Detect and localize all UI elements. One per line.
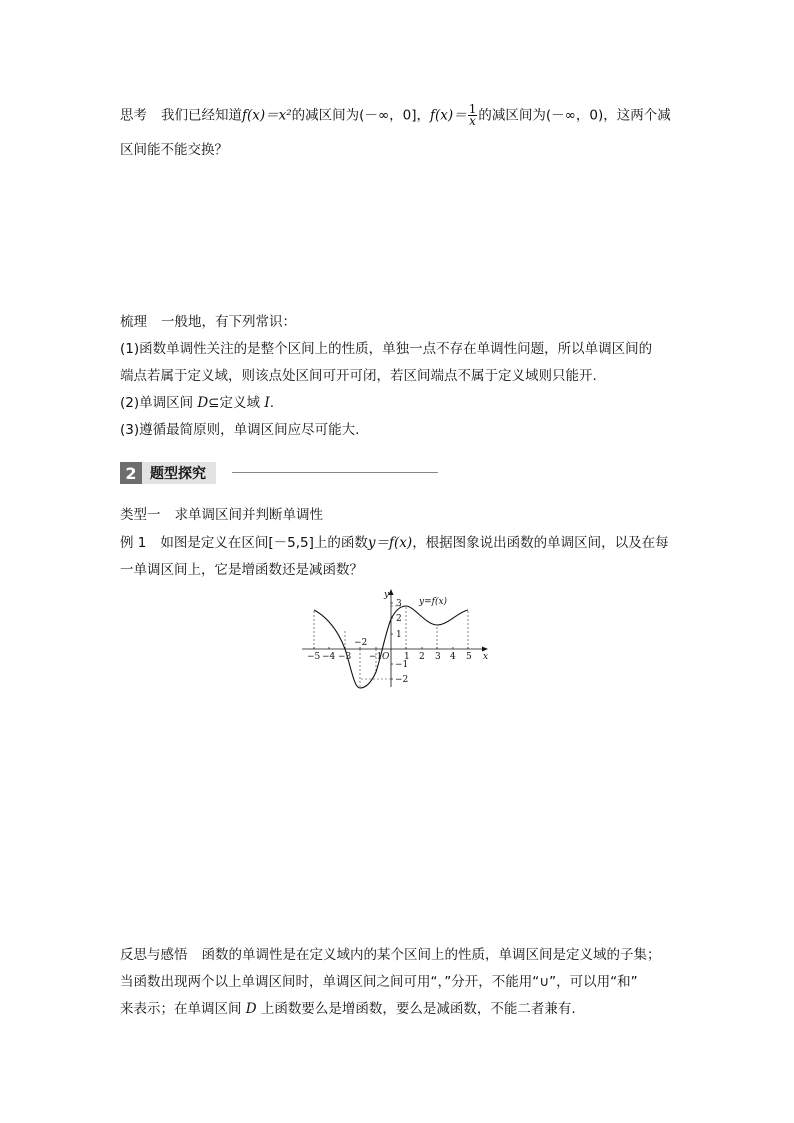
formula-reciprocal: f(x)＝ (430, 107, 467, 124)
summary-label: 梳理 (120, 314, 147, 330)
example-text-a: 如图是定义在区间[－5,5]上的函数 (160, 535, 368, 551)
y-tick-label: 1 (396, 630, 402, 640)
think-line-2: 区间能不能交换？ (120, 142, 228, 158)
x-axis-arrow (482, 647, 488, 652)
summary-item-1b: 端点若属于定义域，则该点处区间可开可闭，若区间端点不属于定义域则只能开. (120, 368, 597, 384)
think-label: 思考 (120, 107, 147, 124)
fraction-denominator: x (469, 114, 476, 128)
section-number: 2 (120, 462, 142, 484)
example-label: 例 1 (120, 535, 147, 551)
y-tick-label: −1 (395, 660, 409, 670)
section-title: 题型探究 (142, 462, 216, 484)
reflect-text-1: 函数的单调性是在定义域内的某个区间上的性质，单调区间是定义域的子集； (201, 947, 661, 963)
y-tick-label: 2 (396, 614, 402, 624)
x-axis-label: x (483, 652, 489, 662)
summary-item-2-period: . (269, 395, 274, 411)
x-tick-label: −4 (322, 652, 336, 662)
y-axis-arrow (389, 589, 394, 595)
reflect-label: 反思与感悟 (120, 947, 188, 963)
x-tick-label: 3 (435, 652, 441, 662)
y-tick-label: −2 (395, 675, 409, 685)
formula-square: f(x)＝x² (242, 107, 292, 124)
type-one-line (120, 505, 323, 525)
x-tick-label: 5 (466, 652, 472, 662)
fraction-one-over-x (468, 104, 478, 127)
domain-i: I (264, 395, 270, 411)
x-tick-label: 4 (450, 652, 456, 662)
summary-intro-line (120, 312, 296, 332)
example-line-1 (120, 533, 669, 553)
example-line-2: 一单调区间上，它是增函数还是减函数？ (120, 562, 363, 578)
summary-item-1a: (1)函数单调性关注的是整个区间上的性质，单独一点不存在单调性问题，所以单调区间的 (120, 341, 653, 357)
think-text-1: 我们已经知道 (161, 107, 242, 124)
think-text-3: 的减区间为(－∞，0)，这两个减 (478, 107, 671, 124)
curve-label: y=f(x) (419, 597, 448, 607)
reflect-text-3a: 来表示；在单调区间 (120, 1001, 242, 1017)
reflect-line-1 (120, 945, 661, 965)
reflect-interval-d: D (245, 1001, 257, 1017)
function-graph (298, 585, 496, 689)
x-tick-label: 1 (404, 652, 410, 662)
y-axis-label: y (384, 590, 390, 600)
example-text-b: ，根据图象说出函数的单调区间，以及在每 (412, 535, 669, 551)
interval-d: D (197, 395, 209, 411)
summary-item-2 (120, 393, 274, 413)
summary-item-2-text-a: (2)单调区间 (120, 395, 194, 411)
x-tick-label: −1 (369, 652, 383, 662)
y-tick-label: 3 (396, 599, 402, 609)
summary-intro: 一般地，有下列常识： (161, 314, 296, 330)
section-rule (232, 472, 438, 473)
reflect-text-3b: 上函数要么是增函数，要么是减函数，不能二者兼有. (260, 1001, 576, 1017)
type-one-label: 类型一 (120, 507, 161, 523)
think-line-1 (120, 104, 671, 127)
x-tick-label: −3 (338, 652, 352, 662)
x-tick-label: −5 (307, 652, 321, 662)
summary-item-3: (3)遵循最简原则，单调区间应尽可能大. (120, 422, 360, 438)
example-function: y＝f(x) (367, 535, 413, 551)
x-tick-label: 2 (419, 652, 425, 662)
think-text-2: 的减区间为(－∞，0]， (291, 107, 431, 124)
reflect-line-3 (120, 999, 576, 1019)
x-tick-label-minus2: −2 (354, 638, 368, 648)
section-header (120, 462, 216, 484)
type-one-text: 求单调区间并判断单调性 (174, 507, 323, 523)
fraction-numerator: 1 (468, 102, 477, 116)
reflect-line-2: 当函数出现两个以上单调区间时，单调区间之间可用“，”分开，不能用“∪”，可以用“和” (120, 974, 638, 990)
origin-label: O (382, 652, 390, 662)
summary-item-2-text-b: ⊆定义域 (208, 395, 261, 411)
